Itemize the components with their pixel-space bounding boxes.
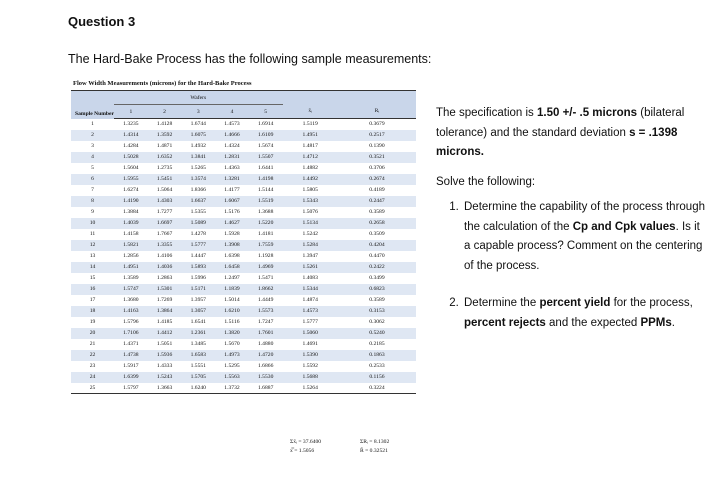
wafer-header: 5 [249, 105, 283, 119]
table-cell: 0.3706 [338, 163, 416, 174]
table-cell: 0.2447 [338, 196, 416, 207]
table-cell: 1.5519 [249, 196, 283, 207]
table-cell: 19 [71, 317, 114, 328]
table-cell: 1.7106 [114, 328, 148, 339]
table-cell: 1.3688 [249, 207, 283, 218]
table-row [71, 218, 416, 229]
table-row [71, 119, 416, 130]
wafer-header: 1 [114, 105, 148, 119]
table-cell: 1.5144 [249, 185, 283, 196]
table-cell: 8 [71, 196, 114, 207]
table-cell: 1.1928 [249, 251, 283, 262]
table-cell: 1.6458 [215, 262, 249, 273]
intro-text: The Hard-Bake Process has the following sample measurements: [68, 52, 432, 66]
table-cell: 0.1863 [338, 350, 416, 361]
table-cell: 1.3485 [181, 339, 215, 350]
table-cell: 1.5821 [114, 240, 148, 251]
table-cell: 15 [71, 273, 114, 284]
table-cell: 1.6541 [181, 317, 215, 328]
table-cell: 1.5805 [283, 185, 338, 196]
measurement-table-wrap [71, 90, 416, 394]
table-cell: 0.2185 [338, 339, 416, 350]
table-cell: 21 [71, 339, 114, 350]
table-cell: 1.5089 [181, 218, 215, 229]
table-caption: Flow Width Measurements (microns) for the Hard-Bake Process [73, 80, 252, 87]
wafers-header: Wafers [114, 91, 283, 105]
table-cell: 1.6914 [249, 119, 283, 130]
table-cell: 0.3509 [338, 229, 416, 240]
table-cell: 23 [71, 361, 114, 372]
table-cell: 1.5171 [181, 284, 215, 295]
table-cell: 1.5119 [283, 119, 338, 130]
table-cell: 0.6823 [338, 284, 416, 295]
table-cell: 22 [71, 350, 114, 361]
table-cell: 1.6744 [181, 119, 215, 130]
table-cell: 1.5928 [215, 229, 249, 240]
table-row [71, 185, 416, 196]
table-cell: 1.6399 [114, 372, 148, 383]
table-cell: 1.7667 [148, 229, 182, 240]
table-cell: 1.5390 [283, 350, 338, 361]
measurement-table [71, 90, 416, 394]
table-cell: 1.2831 [215, 152, 249, 163]
table-cell: 1.5471 [249, 273, 283, 284]
table-row [71, 141, 416, 152]
table-cell: 1.4278 [181, 229, 215, 240]
table-cell: 1.4163 [114, 306, 148, 317]
table-cell: 1.2735 [148, 163, 182, 174]
std-dev-value: s = .1398 microns. [436, 126, 678, 158]
table-cell: 0.2533 [338, 361, 416, 372]
table-cell: 0.3224 [338, 383, 416, 394]
table-row [71, 262, 416, 273]
table-cell: 0.4204 [338, 240, 416, 251]
table-cell: 1.3841 [181, 152, 215, 163]
table-cell: 1.4284 [114, 141, 148, 152]
table-cell: 1.5507 [249, 152, 283, 163]
table-row [71, 207, 416, 218]
table-cell: 1.5014 [215, 295, 249, 306]
table-cell: 1.6109 [249, 130, 283, 141]
table-cell: 1.5343 [283, 196, 338, 207]
table-cell: 0.2517 [338, 130, 416, 141]
table-row [71, 196, 416, 207]
table-row [71, 306, 416, 317]
table-cell: 1.3574 [181, 174, 215, 185]
specification-text: The specification is 1.50 +/- .5 microns (bilateral tolerance) and the standard deviation s = .1398 microns. [436, 107, 685, 158]
table-cell: 0.1156 [338, 372, 416, 383]
table-cell: 1.4627 [215, 218, 249, 229]
table-cell: 1.4324 [215, 141, 249, 152]
table-cell: 1.4973 [215, 350, 249, 361]
table-row [71, 350, 416, 361]
table-cell: 1.3820 [215, 328, 249, 339]
table-cell: 11 [71, 229, 114, 240]
table-cell: 1.4738 [114, 350, 148, 361]
question-title: Question 3 [68, 14, 136, 29]
table-cell: 12 [71, 240, 114, 251]
table-cell: 1.5796 [114, 317, 148, 328]
table-cell: 0.5240 [338, 328, 416, 339]
table-cell: 1.5060 [283, 328, 338, 339]
table-cell: 1.5344 [283, 284, 338, 295]
table-cell: 24 [71, 372, 114, 383]
table-cell: 1.6075 [181, 130, 215, 141]
table-cell: 1.4333 [148, 361, 182, 372]
table-cell: 1.5176 [215, 207, 249, 218]
table-cell: 25 [71, 383, 114, 394]
table-cell: 0.3499 [338, 273, 416, 284]
table-cell: 1.4449 [249, 295, 283, 306]
table-cell: 1.5261 [283, 262, 338, 273]
table-row [71, 284, 416, 295]
table-cell: 1.4083 [283, 273, 338, 284]
table-cell: 1.8366 [181, 185, 215, 196]
table-cell: 1.2863 [148, 273, 182, 284]
table-cell: 1.4817 [283, 141, 338, 152]
table-cell: 0.2422 [338, 262, 416, 273]
table-cell: 20 [71, 328, 114, 339]
table-cell: 1.4573 [215, 119, 249, 130]
table-row [71, 130, 416, 141]
grand-mean: x̿ = 1.5056 [290, 448, 315, 454]
table-cell: 1.4039 [114, 218, 148, 229]
table-cell: 1.8662 [249, 284, 283, 295]
table-cell: 1 [71, 119, 114, 130]
table-cell: 0.4470 [338, 251, 416, 262]
table-cell: 0.3062 [338, 317, 416, 328]
table-cell: 1.1839 [215, 284, 249, 295]
table-cell: 1.4720 [249, 350, 283, 361]
xbar-header: x̄ᵢ [283, 105, 338, 119]
table-cell: 18 [71, 306, 114, 317]
wafer-header: 2 [148, 105, 182, 119]
table-cell: 0.3679 [338, 119, 416, 130]
table-cell: 2 [71, 130, 114, 141]
table-cell: 16 [71, 284, 114, 295]
table-cell: 1.4036 [148, 262, 182, 273]
table-cell: 1.4128 [148, 119, 182, 130]
table-cell: 1.5355 [181, 207, 215, 218]
table-cell: 9 [71, 207, 114, 218]
table-cell: 1.5893 [181, 262, 215, 273]
table-row [71, 240, 416, 251]
table-cell: 1.5530 [249, 372, 283, 383]
table-cell: 7 [71, 185, 114, 196]
table-row [71, 152, 416, 163]
table-row [71, 372, 416, 383]
table-cell: 1.4932 [181, 141, 215, 152]
table-row [71, 229, 416, 240]
table-cell: 0.2658 [338, 218, 416, 229]
table-cell: 1.4185 [148, 317, 182, 328]
table-cell: 1.4412 [148, 328, 182, 339]
table-cell: 1.5592 [283, 361, 338, 372]
table-cell: 6 [71, 174, 114, 185]
table-cell: 1.4951 [114, 262, 148, 273]
table-cell: 1.5604 [114, 163, 148, 174]
table-row [71, 328, 416, 339]
table-cell: 1.2497 [215, 273, 249, 284]
table-cell: 1.6887 [249, 383, 283, 394]
table-cell: 1.5064 [148, 185, 182, 196]
table-cell: 1.4158 [114, 229, 148, 240]
table-cell: 1.4573 [283, 306, 338, 317]
table-row [71, 317, 416, 328]
table-cell: 1.3235 [114, 119, 148, 130]
table-cell: 1.5076 [283, 207, 338, 218]
spec-value: 1.50 +/- .5 microns [537, 107, 638, 119]
table-row [71, 273, 416, 284]
table-cell: 1.4882 [283, 163, 338, 174]
table-row [71, 251, 416, 262]
table-cell: 1.6352 [148, 152, 182, 163]
sum-range: ΣRᵢ = 8.1302 [360, 439, 390, 445]
table-cell: 1.2856 [114, 251, 148, 262]
table-body [71, 119, 416, 394]
table-cell: 1.6398 [215, 251, 249, 262]
blank-header [338, 91, 416, 105]
table-cell: 1.4106 [148, 251, 182, 262]
table-cell: 1.3732 [215, 383, 249, 394]
table-cell: 1.4969 [249, 262, 283, 273]
table-cell: 1.3957 [181, 295, 215, 306]
table-cell: 1.5220 [249, 218, 283, 229]
table-cell: 0.3153 [338, 306, 416, 317]
table-cell: 1.5747 [114, 284, 148, 295]
table-cell: 1.4871 [148, 141, 182, 152]
table-cell: 1.6240 [181, 383, 215, 394]
table-cell: 1.5134 [283, 218, 338, 229]
table-cell: 0.1390 [338, 141, 416, 152]
table-row [71, 163, 416, 174]
blank-header [283, 91, 338, 105]
wafer-header: 4 [215, 105, 249, 119]
table-cell: 1.5674 [249, 141, 283, 152]
table-cell: 1.4314 [114, 130, 148, 141]
table-cell: 1.6210 [215, 306, 249, 317]
table-cell: 1.6866 [249, 361, 283, 372]
wafer-header: 3 [181, 105, 215, 119]
table-cell: 1.4363 [215, 163, 249, 174]
table-cell: 1.4303 [148, 196, 182, 207]
table-cell: 1.5551 [181, 361, 215, 372]
table-cell: 1.5670 [215, 339, 249, 350]
table-cell: 1.7559 [249, 240, 283, 251]
table-summary [290, 438, 389, 456]
solve-heading: Solve the following: [436, 175, 536, 188]
table-cell: 1.4492 [283, 174, 338, 185]
table-cell: 1.3864 [148, 306, 182, 317]
table-cell: 1.6274 [114, 185, 148, 196]
table-cell: 1.5264 [283, 383, 338, 394]
table-cell: 1.5955 [114, 174, 148, 185]
table-cell: 1.5936 [148, 350, 182, 361]
table-cell: 1.5301 [148, 284, 182, 295]
table-cell: 1.4880 [249, 339, 283, 350]
table-cell: 0.3521 [338, 152, 416, 163]
table-cell: 1.5028 [114, 152, 148, 163]
table-cell: 1.5917 [114, 361, 148, 372]
table-cell: 1.4198 [249, 174, 283, 185]
table-cell: 1.3589 [114, 273, 148, 284]
table-cell: 1.3908 [215, 240, 249, 251]
table-cell: 1.7277 [148, 207, 182, 218]
table-cell: 1.3281 [215, 174, 249, 185]
table-cell: 1.7269 [148, 295, 182, 306]
table-cell: 1.4177 [215, 185, 249, 196]
table-cell: 1.5295 [215, 361, 249, 372]
problem-statement [436, 104, 706, 333]
table-cell: 0.3589 [338, 207, 416, 218]
table-cell: 1.4874 [283, 295, 338, 306]
table-cell: 3 [71, 141, 114, 152]
table-row [71, 361, 416, 372]
table-cell: 1.5688 [283, 372, 338, 383]
table-cell: 1.3592 [148, 130, 182, 141]
table-cell: 1.4371 [114, 339, 148, 350]
range-header: Rᵢ [338, 105, 416, 119]
table-cell: 1.5996 [181, 273, 215, 284]
table-cell: 1.3663 [148, 383, 182, 394]
table-cell: 1.6441 [249, 163, 283, 174]
table-cell: 13 [71, 251, 114, 262]
table-cell: 1.4447 [181, 251, 215, 262]
table-cell: 1.4181 [249, 229, 283, 240]
table-cell: 1.5573 [249, 306, 283, 317]
task-item-2: 2. Determine the percent yield for the process, percent rejects and the expected PPMs. [462, 294, 706, 333]
table-cell: 1.3680 [114, 295, 148, 306]
table-cell: 1.5051 [148, 339, 182, 350]
table-cell: 1.6583 [181, 350, 215, 361]
table-cell: 1.6067 [215, 196, 249, 207]
table-cell: 5 [71, 163, 114, 174]
table-cell: 1.5563 [215, 372, 249, 383]
table-cell: 1.4190 [114, 196, 148, 207]
table-cell: 1.5284 [283, 240, 338, 251]
table-cell: 0.3589 [338, 295, 416, 306]
task-item-1: 1. Determine the capability of the process through the calculation of the Cp and Cpk values. Is it a capable process? Comment on the centering of the process. [462, 198, 706, 276]
table-cell: 1.3947 [283, 251, 338, 262]
table-cell: 1.3884 [114, 207, 148, 218]
table-cell: 1.5451 [148, 174, 182, 185]
table-cell: 1.4951 [283, 130, 338, 141]
table-cell: 1.5777 [283, 317, 338, 328]
table-cell: 0.2674 [338, 174, 416, 185]
table-cell: 1.5705 [181, 372, 215, 383]
table-cell: 1.4691 [283, 339, 338, 350]
table-cell: 14 [71, 262, 114, 273]
table-cell: 1.6637 [181, 196, 215, 207]
table-cell: 1.5777 [181, 240, 215, 251]
table-cell: 10 [71, 218, 114, 229]
table-cell: 1.5243 [148, 372, 182, 383]
task-list [436, 198, 706, 333]
table-cell: 1.5116 [215, 317, 249, 328]
table-cell: 1.3355 [148, 240, 182, 251]
sum-xbar: Σx̄ᵢ = 37.6400 [290, 439, 322, 445]
table-row [71, 339, 416, 350]
table-row [71, 174, 416, 185]
sample-number-header: Sample Number [71, 91, 114, 119]
mean-range: R̄ = 0.32521 [360, 448, 388, 454]
table-row [71, 383, 416, 394]
table-cell: 1.3057 [181, 306, 215, 317]
table-cell: 1.5265 [181, 163, 215, 174]
table-cell: 0.4189 [338, 185, 416, 196]
table-cell: 1.5797 [114, 383, 148, 394]
table-row [71, 295, 416, 306]
table-cell: 1.4712 [283, 152, 338, 163]
table-cell: 1.2361 [181, 328, 215, 339]
table-cell: 1.6697 [148, 218, 182, 229]
table-cell: 4 [71, 152, 114, 163]
table-cell: 1.5242 [283, 229, 338, 240]
table-cell: 1.4666 [215, 130, 249, 141]
table-cell: 17 [71, 295, 114, 306]
table-cell: 1.7247 [249, 317, 283, 328]
table-cell: 1.7601 [249, 328, 283, 339]
